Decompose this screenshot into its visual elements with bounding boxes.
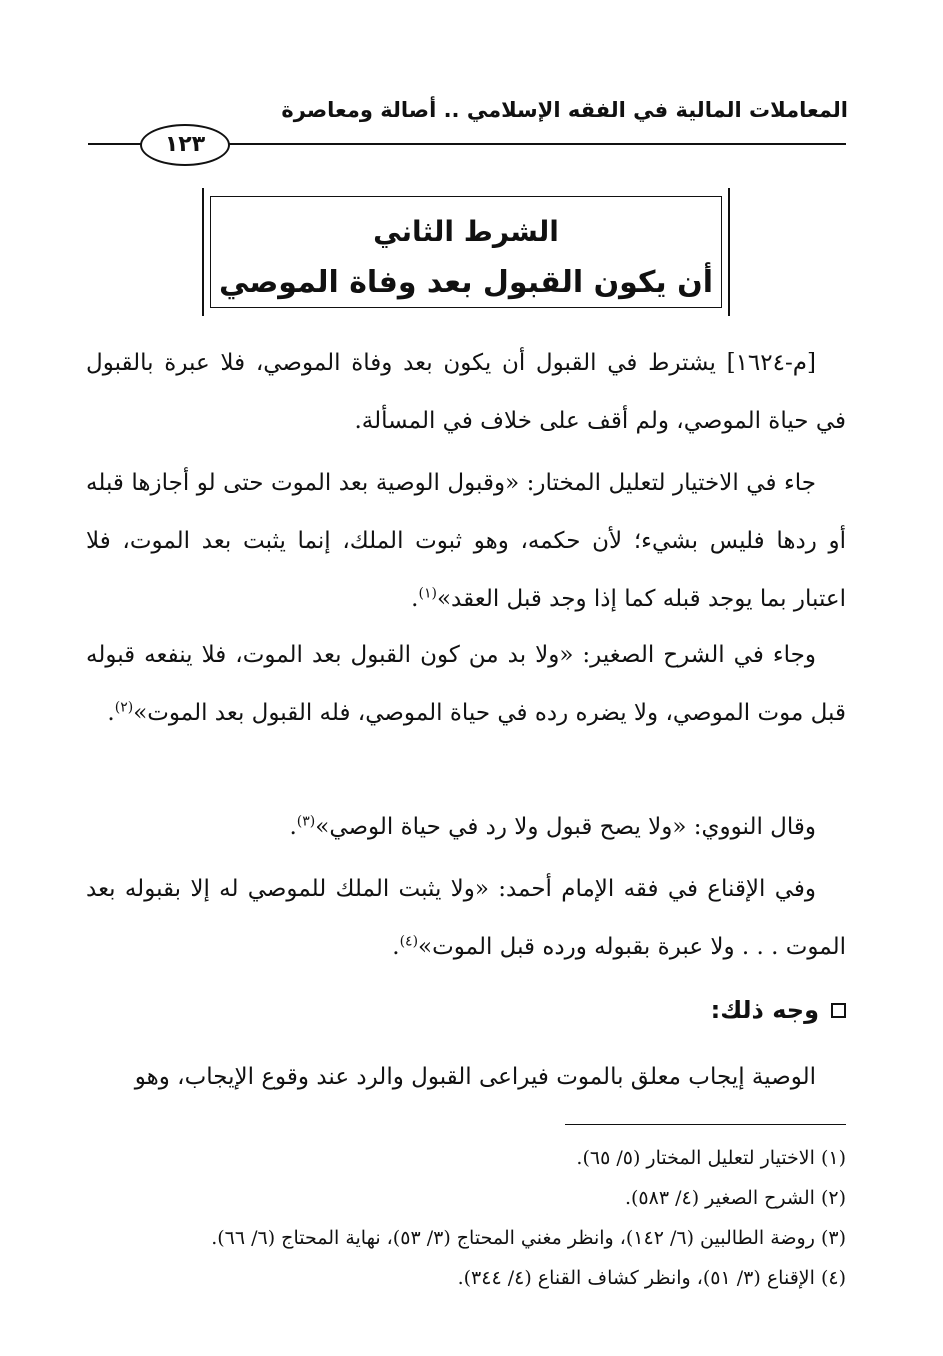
paragraph-1-text: [م-١٦٢٤] يشترط في القبول أن يكون بعد وفاة الموصي، فلا عبرة بالقبول في حياة الموصي، ولم أقف على خلاف في المسألة. xyxy=(86,350,846,434)
paragraph-5-period: . xyxy=(392,934,400,960)
page-number: ١٢٣ xyxy=(140,124,230,166)
footnote-3: (٣) روضة الطالبين (٦/ ١٤٢)، وانظر مغني المحتاج (٣/ ٥٣)، نهاية المحتاج (٦/ ٦٦). xyxy=(211,1227,846,1249)
footnote-rule xyxy=(565,1124,846,1125)
paragraph-3-text: وجاء في الشرح الصغير: «ولا بد من كون القبول بعد الموت، فلا ينفعه قبوله قبل موت الموصي، ولا يضره رده في حياة الموصي، فله القبول بعد الموت» xyxy=(86,642,846,726)
paragraph-6-text: الوصية إيجاب معلق بالموت فيراعى القبول والرد عند وقوع الإيجاب، وهو xyxy=(134,1064,816,1090)
running-header: المعاملات المالية في الفقه الإسلامي .. أصالة ومعاصرة xyxy=(281,98,848,122)
paragraph-4 xyxy=(86,798,846,856)
paragraph-5 xyxy=(86,860,846,976)
checkbox-square-icon xyxy=(831,1003,846,1018)
title-box-frame xyxy=(210,196,722,308)
paragraph-3 xyxy=(86,626,846,742)
footnote-4: (٤) الإقناع (٣/ ٥١)، وانظر كشاف القناع (٤/ ٣٤٤). xyxy=(457,1267,846,1289)
footnote-ref-3[interactable]: (٣) xyxy=(296,813,316,830)
footnotes xyxy=(90,1138,846,1298)
paragraph-3-period: . xyxy=(107,700,115,726)
paragraph-2-period: . xyxy=(411,586,419,612)
paragraph-1 xyxy=(86,334,846,450)
footnote-ref-2[interactable]: (٢) xyxy=(114,699,134,716)
paragraph-4-text: وقال النووي: «ولا يصح قبول ولا رد في حياة الوصي» xyxy=(315,814,816,840)
title-box xyxy=(202,188,730,316)
paragraph-6 xyxy=(86,1048,846,1106)
title-line-2: أن يكون القبول بعد وفاة الموصي xyxy=(218,265,714,300)
section-heading-text: وجه ذلك: xyxy=(710,996,819,1024)
footnote-ref-4[interactable]: (٤) xyxy=(399,933,419,950)
paragraph-5-text: وفي الإقناع في فقه الإمام أحمد: «ولا يثبت الملك للموصي له إلا بقبوله بعد الموت . . . ولا عبرة بقبوله ورده قبل الموت» xyxy=(86,876,846,960)
section-heading xyxy=(711,996,846,1024)
footnote-ref-1[interactable]: (١) xyxy=(418,585,437,602)
paragraph-4-period: . xyxy=(289,814,297,840)
footnote-1: (١) الاختيار لتعليل المختار (٥/ ٦٥). xyxy=(576,1147,846,1169)
paragraph-2 xyxy=(86,454,846,628)
paragraph-2-text: جاء في الاختيار لتعليل المختار: «وقبول الوصية بعد الموت حتى لو أجازها قبله أو ردها فليس بشيء؛ لأن حكمه، وهو ثبوت الملك، إنما يثبت بعد الموت، فلا اعتبار بما يوجد قبله كما إذا وجد قبل العقد» xyxy=(86,470,846,612)
footnote-2: (٢) الشرح الصغير (٤/ ٥٨٣). xyxy=(624,1187,846,1209)
title-line-1: الشرط الثاني xyxy=(373,215,559,248)
